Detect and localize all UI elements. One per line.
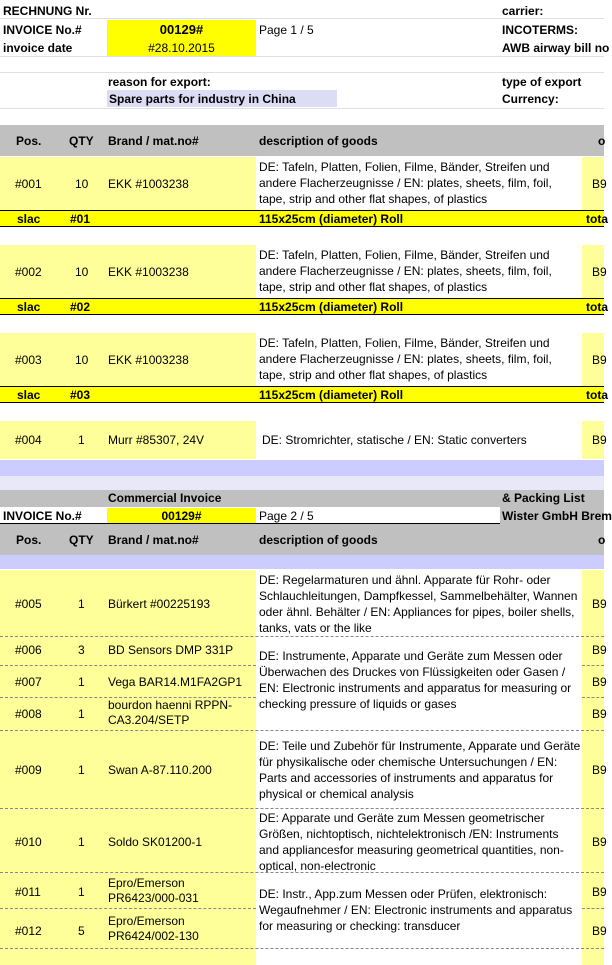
col-pos: Pos. xyxy=(16,533,42,547)
row-code: B9 xyxy=(592,643,607,657)
row-description: DE: Apparate und Geräte zum Messen geometrischer Größen, nichtoptisch, nichtelektronisch /EN: Instruments and appliancesfor measuring geometrical quantities, non-optical, non-electronic xyxy=(259,811,564,873)
slac-label: slac xyxy=(17,212,41,226)
company-name: Wister GmbH Brem xyxy=(502,509,612,523)
row-description: DE: Regelarmaturen und ähnl. Apparate für Rohr- oder Schlauchleitungen, Dampfkessel, Sammelbehälter, Wannen oder ähnl. Behälter / EN: Appliances for pipes, boiler shells, tanks, vats or the like xyxy=(259,573,578,635)
row-pos: #001 xyxy=(15,177,42,191)
row-code: B9 xyxy=(592,265,607,279)
table-row xyxy=(0,157,607,210)
row-divider xyxy=(0,948,604,949)
slac-row xyxy=(0,210,608,227)
reason-label: reason for export: xyxy=(108,75,211,89)
row-divider xyxy=(582,665,604,666)
col-description: description of goods xyxy=(259,134,378,148)
col-qty: QTY xyxy=(69,533,94,547)
row-brand: EKK #1003238 xyxy=(108,265,189,279)
row-brand: Epro/Emerson PR6423/000-031 xyxy=(108,876,199,905)
page-indicator: Page 1 / 5 xyxy=(259,23,314,37)
currency-label: Currency: xyxy=(502,92,559,106)
slac-total: tota xyxy=(586,212,608,226)
spacer-band xyxy=(0,555,604,569)
row-divider xyxy=(0,908,256,909)
slac-total: tota xyxy=(586,388,608,402)
incoterms-label: INCOTERMS: xyxy=(502,23,578,37)
slac-description: 115x25cm (diameter) Roll xyxy=(259,388,404,402)
row-code: B9 xyxy=(592,675,607,689)
row-brand: Soldo SK01200-1 xyxy=(108,835,203,849)
row-qty: 1 xyxy=(78,763,85,777)
page-break-band xyxy=(0,476,604,490)
row-description: DE: Stromrichter, statische / EN: Static converters xyxy=(262,433,527,447)
row-brand: Bürkert #00225193 xyxy=(108,597,211,611)
row-code: B9 xyxy=(592,885,607,899)
slac-number: #02 xyxy=(70,300,91,314)
row-qty: 1 xyxy=(78,885,85,899)
row-pos: #003 xyxy=(15,353,42,367)
row-pos: #011 xyxy=(15,885,41,899)
type-export-label: type of export xyxy=(502,75,582,89)
rechnung-label: RECHNUNG Nr. xyxy=(3,4,92,18)
table-row xyxy=(0,245,607,298)
row-pos: #010 xyxy=(15,835,42,849)
row-brand: EKK #1003238 xyxy=(108,353,189,367)
row-divider xyxy=(0,665,256,666)
row-brand: Murr #85307, 24V xyxy=(108,433,205,447)
row-description: DE: Tafeln, Platten, Folien, Filme, Bänder, Streifen und andere Flacherzeugnisse / EN: plates, sheets, film, foil, tape, strip and other flat shapes, of plastics xyxy=(259,160,552,206)
invoice-no-label: INVOICE No.# xyxy=(3,23,82,37)
row-description: DE: Tafeln, Platten, Folien, Filme, Bänder, Streifen und andere Flacherzeugnisse / EN: plates, sheets, film, foil, tape, strip and other flat shapes, of plastics xyxy=(259,248,552,294)
page-indicator: Page 2 / 5 xyxy=(259,509,314,523)
row-code: B9 xyxy=(592,924,607,938)
row-divider xyxy=(0,872,604,873)
row-pos: #012 xyxy=(15,924,42,938)
slac-description: 115x25cm (diameter) Roll xyxy=(259,212,404,226)
grid-line xyxy=(0,108,604,109)
row-divider xyxy=(0,730,604,731)
slac-total: tota xyxy=(586,300,608,314)
row-pos: #004 xyxy=(15,433,42,447)
column-header-row xyxy=(0,524,604,555)
row-divider xyxy=(582,908,604,909)
awb-label: AWB airway bill no xyxy=(502,41,610,55)
row-description: DE: Teile und Zubehör für Instrumente, Apparate und Geräte für physikalische oder chemische Untersuchungen / EN: Parts and accessories of instruments and apparatus for physical or chemical analysis xyxy=(259,739,581,801)
row-divider xyxy=(0,808,604,809)
row-pos: #006 xyxy=(15,643,42,657)
row-code: B9 xyxy=(592,763,607,777)
col-description: description of goods xyxy=(259,533,378,547)
row-qty: 1 xyxy=(78,597,85,611)
table-row xyxy=(0,333,607,386)
table-row xyxy=(0,421,607,459)
slac-number: #03 xyxy=(70,388,91,402)
col-brand: Brand / mat.no# xyxy=(108,533,199,547)
row-pos: #007 xyxy=(15,675,42,689)
invoice-no-field[interactable]: 00129# xyxy=(107,508,256,523)
slac-description: 115x25cm (diameter) Roll xyxy=(259,300,404,314)
row-brand: BD Sensors DMP 331P xyxy=(108,643,234,657)
col-pos: Pos. xyxy=(16,134,42,148)
col-brand: Brand / mat.no# xyxy=(108,134,199,148)
page-break-band xyxy=(0,460,604,476)
row-code: B9 xyxy=(592,433,607,447)
row-qty: 5 xyxy=(78,924,85,938)
reason-value[interactable]: Spare parts for industry in China xyxy=(107,90,337,107)
row-qty: 1 xyxy=(78,707,85,721)
row-description: DE: Instrumente, Apparate und Geräte zum Messen oder Überwachen des Druckes von Flüssigkeiten oder Gasen / EN: Electronic instruments and apparatus for measuring or checking pressure of liquids or gases xyxy=(259,649,572,711)
row-qty: 10 xyxy=(75,265,89,279)
row-brand: EKK #1003238 xyxy=(108,177,189,191)
row-brand: Epro/Emerson PR6424/002-130 xyxy=(108,914,199,943)
row-code: B9 xyxy=(592,177,607,191)
row-qty: 1 xyxy=(78,675,85,689)
grid-line xyxy=(0,18,604,19)
commercial-invoice-title: Commercial Invoice xyxy=(108,491,222,505)
slac-row xyxy=(0,386,608,403)
invoice-date-field[interactable]: #28.10.2015 xyxy=(107,39,256,56)
row-brand: bourdon haenni RPPN-CA3.204/SETP xyxy=(108,698,233,727)
page2-title-row xyxy=(0,490,604,507)
grid-line xyxy=(0,72,604,73)
carrier-label: carrier: xyxy=(502,4,544,18)
row-code: B9 xyxy=(592,353,607,367)
col-origin: o xyxy=(598,134,606,148)
invoice-date-label: invoice date xyxy=(3,41,73,55)
row-brand: Vega BAR14.M1FA2GP1 xyxy=(108,675,243,689)
slac-label: slac xyxy=(17,388,41,402)
row-divider xyxy=(0,636,604,637)
slac-row xyxy=(0,298,608,315)
row-code: B9 xyxy=(592,835,607,849)
col-qty: QTY xyxy=(69,134,94,148)
row-code: B9 xyxy=(592,707,607,721)
slac-number: #01 xyxy=(70,212,91,226)
col-origin: o xyxy=(598,533,606,547)
row-pos: #002 xyxy=(15,265,42,279)
row-brand: Swan A-87.110.200 xyxy=(108,763,212,777)
row-qty: 10 xyxy=(75,353,89,367)
row-code: B9 xyxy=(592,597,607,611)
grid-line xyxy=(0,56,604,57)
row-qty: 3 xyxy=(78,643,85,657)
packing-list-title: & Packing List xyxy=(502,491,585,505)
row-pos: #008 xyxy=(15,707,42,721)
row-qty: 10 xyxy=(75,177,89,191)
row-pos: #005 xyxy=(15,597,42,611)
row-pos: #009 xyxy=(15,763,42,777)
row-divider xyxy=(582,697,604,698)
row-qty: 1 xyxy=(78,835,85,849)
slac-label: slac xyxy=(17,300,41,314)
column-header-row xyxy=(0,125,604,156)
row-qty: 1 xyxy=(78,433,85,447)
row-description: DE: Instr., App.zum Messen oder Prüfen, elektronisch: Wegaufnehmer / EN: Electronic instruments and apparatus for measuring or checking: transducer xyxy=(259,887,573,933)
invoice-no-label: INVOICE No.# xyxy=(3,509,82,523)
page2-invoice-row xyxy=(0,507,612,524)
invoice-no-field[interactable]: 00129# xyxy=(107,20,256,39)
row-description: DE: Tafeln, Platten, Folien, Filme, Bänder, Streifen und andere Flacherzeugnisse / EN: plates, sheets, film, foil, tape, strip and other flat shapes, of plastics xyxy=(259,336,552,382)
